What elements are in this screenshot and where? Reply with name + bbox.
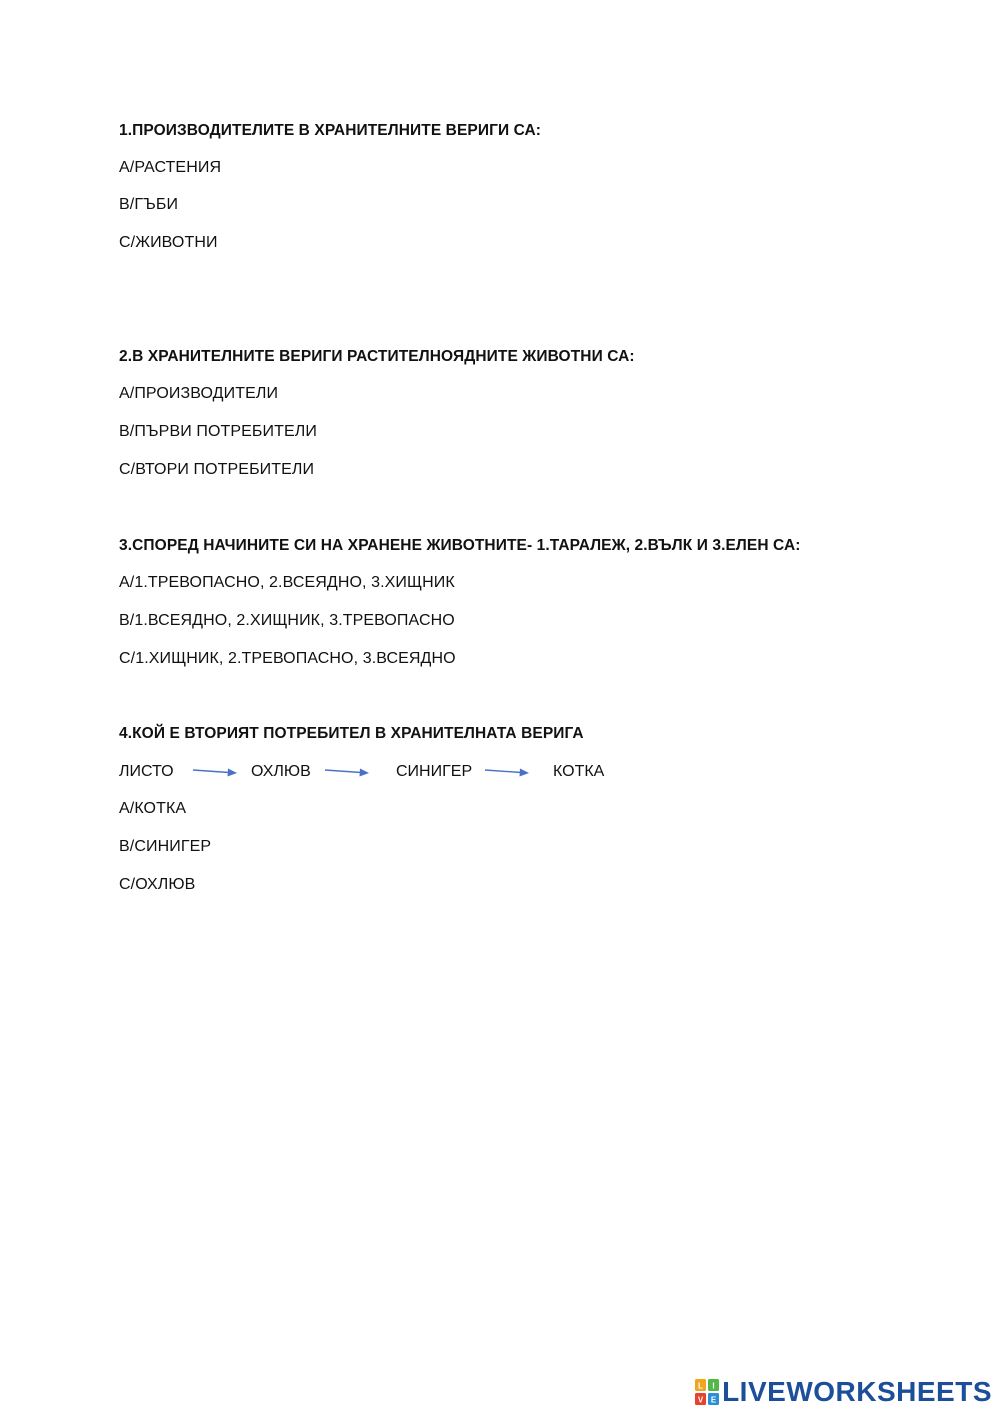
svg-text:E: E [710, 1395, 717, 1405]
food-chain-item-3: СИНИГЕР [396, 763, 473, 780]
question-3-option-c: С/1.ХИЩНИК, 2.ТРЕВОПАСНО, 3.ВСЕЯДНО [119, 650, 456, 667]
svg-text:I: I [712, 1381, 715, 1391]
food-chain [119, 762, 739, 782]
svg-text:V: V [697, 1395, 704, 1405]
food-chain-item-1: ЛИСТО [119, 763, 174, 780]
question-3-option-a: А/1.ТРЕВОПАСНО, 2.ВСЕЯДНО, 3.ХИЩНИК [119, 574, 455, 591]
arrow-right-icon [324, 766, 370, 778]
question-4-option-b: В/СИНИГЕР [119, 838, 212, 855]
question-1-text: 1.ПРОИЗВОДИТЕЛИТЕ В ХРАНИТЕЛНИТЕ ВЕРИГИ СА: [119, 122, 542, 139]
question-4-text: 4.КОЙ Е ВТОРИЯТ ПОТРЕБИТЕЛ В ХРАНИТЕЛНАТА ВЕРИГА [119, 725, 584, 742]
question-4-option-c: С/ОХЛЮВ [119, 876, 196, 893]
arrow-right-icon [484, 766, 530, 778]
food-chain-item-4: КОТКА [553, 763, 605, 780]
question-1-option-c: С/ЖИВОТНИ [119, 234, 218, 251]
svg-text:L: L [698, 1381, 704, 1391]
question-1-option-a: А/РАСТЕНИЯ [119, 159, 222, 176]
arrow-right-icon [192, 766, 238, 778]
liveworksheets-logo-icon [695, 1379, 719, 1405]
question-2-text: 2.В ХРАНИТЕЛНИТЕ ВЕРИГИ РАСТИТЕЛНОЯДНИТЕ ЖИВОТНИ СА: [119, 348, 635, 365]
question-3-text: 3.СПОРЕД НАЧИНИТЕ СИ НА ХРАНЕНЕ ЖИВОТНИТЕ- 1.ТАРАЛЕЖ, 2.ВЪЛК И 3.ЕЛЕН СА: [119, 537, 801, 554]
question-2-option-a: А/ПРОИЗВОДИТЕЛИ [119, 385, 279, 402]
question-2-option-b: В/ПЪРВИ ПОТРЕБИТЕЛИ [119, 423, 317, 440]
question-4-option-a: А/КОТКА [119, 800, 187, 817]
brand-text: LIVEWORKSHEETS [722, 1376, 992, 1407]
question-3-option-b: В/1.ВСЕЯДНО, 2.ХИЩНИК, 3.ТРЕВОПАСНО [119, 612, 455, 629]
liveworksheets-brand [695, 1375, 992, 1409]
food-chain-item-2: ОХЛЮВ [251, 763, 311, 780]
question-2-option-c: С/ВТОРИ ПОТРЕБИТЕЛИ [119, 461, 315, 478]
question-1-option-b: В/ГЪБИ [119, 196, 179, 213]
